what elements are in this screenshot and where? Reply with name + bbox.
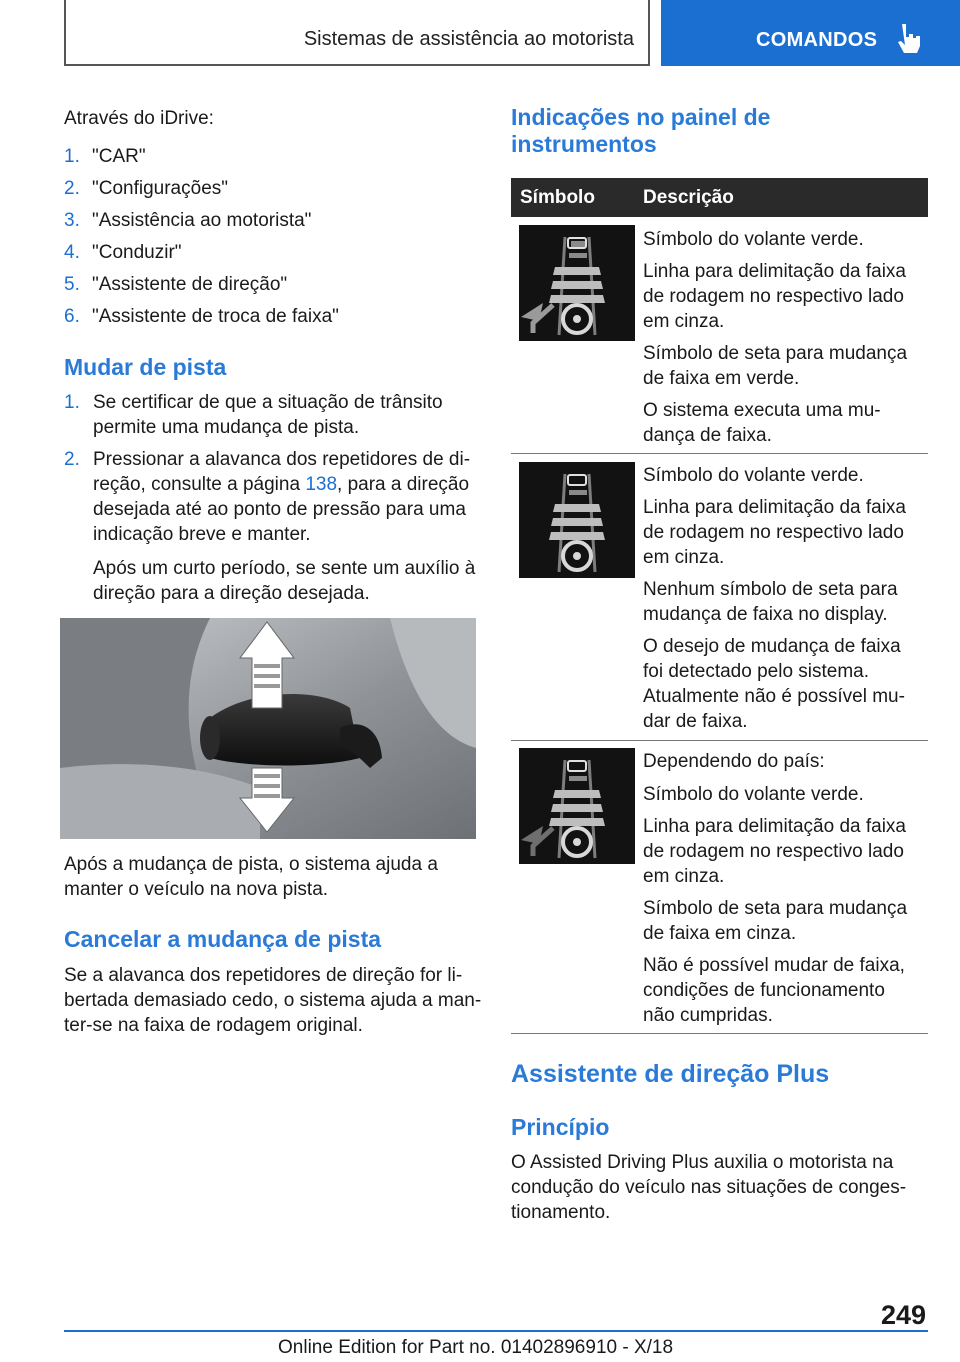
step-text: "Conduzir" xyxy=(92,242,182,263)
table-row-divider xyxy=(511,740,928,741)
header-section-box xyxy=(64,0,650,66)
row1-desc-line: Símbolo de seta para mudança xyxy=(643,343,908,364)
step-number: 2. xyxy=(64,178,80,199)
principio-text-line: condução do veículo nas situações de conges- xyxy=(511,1177,907,1198)
steering-assist-lane-change-left-icon xyxy=(519,225,635,341)
heading-indicacoes: Indicações no painel de xyxy=(511,104,771,130)
column-header-description: Descrição xyxy=(643,187,734,208)
row2-desc-line: O desejo de mudança de faixa xyxy=(643,636,901,657)
row3-desc-line: condições de funcionamento xyxy=(643,980,885,1001)
section-title: Sistemas de assistência ao motorista xyxy=(303,28,634,50)
row1-desc-line: de faixa em verde. xyxy=(643,368,800,389)
step-text-line: indicação breve e manter. xyxy=(93,524,311,545)
cancel-text-line: bertada demasiado cedo, o sistema ajuda a man- xyxy=(64,990,482,1011)
row2-desc-line: mudança de faixa no display. xyxy=(643,604,888,625)
row2-desc-line: Nenhum símbolo de seta para xyxy=(643,579,898,600)
page-reference-link[interactable]: 138 xyxy=(305,474,338,495)
row2-desc-line: Linha para delimitação da faixa xyxy=(643,497,907,518)
row3-desc-line: Dependendo do país: xyxy=(643,751,825,772)
row3-desc-line: em cinza. xyxy=(643,866,725,887)
step-note-line: Após um curto período, se sente um auxílio à xyxy=(93,558,476,579)
edition-footer: Online Edition for Part no. 01402896910 - X/18 xyxy=(278,1337,674,1358)
hand-pointer-icon xyxy=(893,22,921,54)
heading-principio: Princípio xyxy=(511,1114,610,1140)
row3-desc-line: de faixa em cinza. xyxy=(643,923,797,944)
row3-desc-line: Símbolo de seta para mudança xyxy=(643,898,908,919)
step-text-fragment: , para a direção xyxy=(337,474,470,495)
step-number: 6. xyxy=(64,306,80,327)
page-number: 249 xyxy=(880,1300,926,1330)
table-header xyxy=(511,178,928,217)
step-text-line: permite uma mudança de pista. xyxy=(93,417,360,438)
turn-signal-lever-photo xyxy=(60,618,476,839)
step-text: "Assistente de direção" xyxy=(92,274,288,295)
row1-desc-line: O sistema executa uma mu- xyxy=(643,400,881,421)
step-text-line: Pressionar a alavanca dos repetidores de di- xyxy=(93,449,471,470)
row3-desc-line: não cumpridas. xyxy=(643,1005,773,1026)
table-row-divider xyxy=(511,453,928,454)
row2-desc-line: de rodagem no respectivo lado xyxy=(643,522,904,543)
row2-desc-line: em cinza. xyxy=(643,547,725,568)
steering-assist-lane-change-unavailable-icon xyxy=(519,748,635,864)
step-text-fragment: reção, consulte a página xyxy=(93,474,306,495)
step-number: 3. xyxy=(64,210,80,231)
after-photo-line: manter o veículo na nova pista. xyxy=(64,879,329,900)
row1-desc-line: em cinza. xyxy=(643,311,725,332)
step-number: 1. xyxy=(64,392,80,413)
step-text: "Assistente de troca de faixa" xyxy=(92,306,339,327)
step-text-line: desejada até ao ponto de pressão para uma xyxy=(93,499,466,520)
footer-divider xyxy=(64,1330,928,1332)
row1-desc-line: Símbolo do volante verde. xyxy=(643,229,864,250)
column-header-symbol: Símbolo xyxy=(520,187,595,208)
cancel-text-line: ter-se na faixa de rodagem original. xyxy=(64,1015,363,1036)
chapter-tab[interactable] xyxy=(661,0,960,66)
step-text: "CAR" xyxy=(92,146,146,167)
row2-desc-line: Atualmente não é possível mu- xyxy=(643,686,905,707)
step-text: "Assistência ao motorista" xyxy=(92,210,312,231)
row1-desc-line: dança de faixa. xyxy=(643,425,772,446)
steering-assist-icon xyxy=(519,462,635,578)
principio-text-line: tionamento. xyxy=(511,1202,611,1223)
step-text-line: Se certificar de que a situação de trânsito xyxy=(93,392,443,413)
heading-indicacoes-line2: instrumentos xyxy=(511,131,657,157)
heading-cancelar: Cancelar a mudança de pista xyxy=(64,926,382,952)
heading-mudar-de-pista: Mudar de pista xyxy=(64,354,227,380)
intro-text: Através do iDrive: xyxy=(64,108,214,129)
step-number: 1. xyxy=(64,146,80,167)
row3-desc-line: Símbolo do volante verde. xyxy=(643,784,864,805)
step-text: "Configurações" xyxy=(92,178,229,199)
row1-desc-line: de rodagem no respectivo lado xyxy=(643,286,904,307)
cancel-text-line: Se a alavanca dos repetidores de direção for li- xyxy=(64,965,463,986)
heading-assistente-plus: Assistente de direção Plus xyxy=(511,1060,830,1088)
row2-desc-line: dar de faixa. xyxy=(643,711,748,732)
chapter-tab-label: COMANDOS xyxy=(756,29,878,51)
step-number: 5. xyxy=(64,274,80,295)
step-number: 2. xyxy=(64,449,80,470)
row1-desc-line: Linha para delimitação da faixa xyxy=(643,261,907,282)
step-text-line xyxy=(93,472,469,497)
step-number: 4. xyxy=(64,242,80,263)
principio-text-line: O Assisted Driving Plus auxilia o motorista na xyxy=(511,1152,894,1173)
step-note-line: direção para a direção desejada. xyxy=(93,583,370,604)
row3-desc-line: Linha para delimitação da faixa xyxy=(643,816,907,837)
row3-desc-line: de rodagem no respectivo lado xyxy=(643,841,904,862)
after-photo-line: Após a mudança de pista, o sistema ajuda a xyxy=(64,854,438,875)
row2-desc-line: Símbolo do volante verde. xyxy=(643,465,864,486)
table-row-divider xyxy=(511,1033,928,1034)
row3-desc-line: Não é possível mudar de faixa, xyxy=(643,955,905,976)
row2-desc-line: foi detectado pelo sistema. xyxy=(643,661,870,682)
